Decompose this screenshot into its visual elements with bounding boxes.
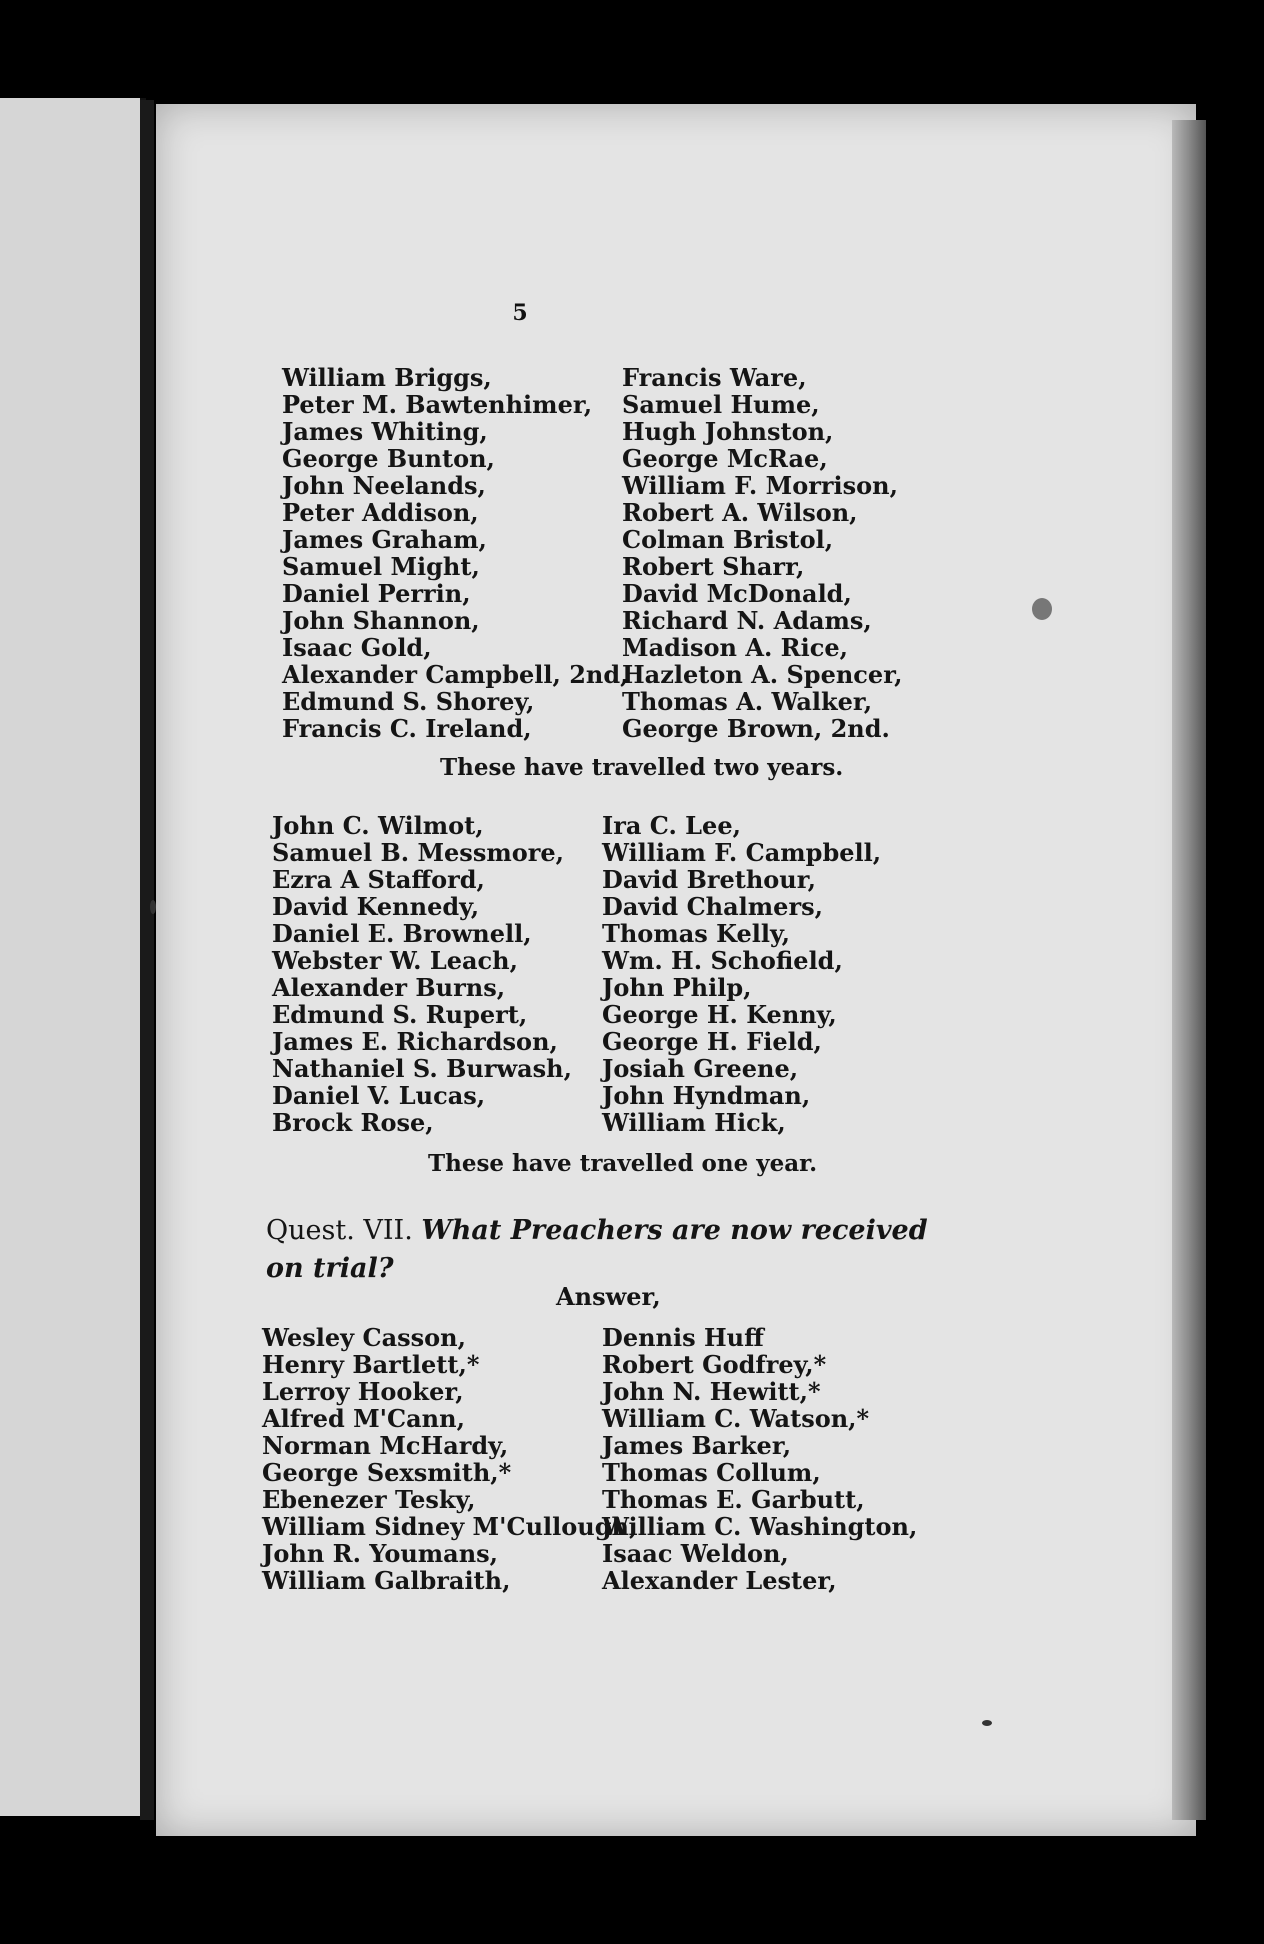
name-entry: Norman McHardy, <box>262 1431 509 1460</box>
name-entry: Dennis Huff <box>602 1323 764 1352</box>
name-entry: Edmund S. Shorey, <box>282 687 535 716</box>
section1-left-column <box>282 364 628 742</box>
name-entry: John Philp, <box>602 973 752 1002</box>
name-entry: David McDonald, <box>622 579 852 608</box>
name-entry: Peter M. Bawtenhimer, <box>282 390 593 419</box>
name-entry: John Shannon, <box>282 606 480 635</box>
name-entry: Isaac Gold, <box>282 633 432 662</box>
name-entry: James E. Richardson, <box>272 1027 558 1056</box>
section1-note: These have travelled two years. <box>440 754 844 781</box>
name-entry: James Graham, <box>282 525 487 554</box>
name-entry: John Neelands, <box>282 471 486 500</box>
name-entry: William F. Morrison, <box>622 471 898 500</box>
section3-right-column <box>602 1324 917 1594</box>
name-entry: Josiah Greene, <box>602 1054 799 1083</box>
name-entry: Thomas E. Garbutt, <box>602 1485 865 1514</box>
name-entry: Webster W. Leach, <box>272 946 518 975</box>
name-entry: George H. Field, <box>602 1027 822 1056</box>
name-entry: Francis C. Ireland, <box>282 714 532 743</box>
name-entry: Colman Bristol, <box>622 525 834 554</box>
section3-left-column <box>262 1324 637 1594</box>
name-entry: Brock Rose, <box>272 1108 434 1137</box>
name-entry: Alexander Lester, <box>602 1566 837 1595</box>
name-entry: Daniel V. Lucas, <box>272 1081 486 1110</box>
name-entry: Ebenezer Tesky, <box>262 1485 476 1514</box>
name-entry: Edmund S. Rupert, <box>272 1000 528 1029</box>
name-entry: James Barker, <box>602 1431 792 1460</box>
name-entry: Alexander Burns, <box>272 973 506 1002</box>
answer-label: Answer, <box>556 1282 661 1311</box>
name-entry: William C. Watson,* <box>602 1404 870 1433</box>
name-entry: Robert Godfrey,* <box>602 1350 827 1379</box>
name-entry: David Kennedy, <box>272 892 480 921</box>
name-entry: Daniel E. Brownell, <box>272 919 532 948</box>
name-entry: George H. Kenny, <box>602 1000 837 1029</box>
name-entry: Madison A. Rice, <box>622 633 848 662</box>
name-entry: Robert Sharr, <box>622 552 805 581</box>
name-entry: John Hyndman, <box>602 1081 811 1110</box>
scan-speck <box>1032 598 1052 620</box>
scan-speck <box>150 900 156 914</box>
name-entry: James Whiting, <box>282 417 488 446</box>
name-entry: George McRae, <box>622 444 828 473</box>
name-entry: Thomas Collum, <box>602 1458 821 1487</box>
name-entry: William Hick, <box>602 1108 786 1137</box>
name-entry: Henry Bartlett,* <box>262 1350 480 1379</box>
section1-right-column <box>622 364 902 742</box>
name-entry: Isaac Weldon, <box>602 1539 789 1568</box>
name-entry: Alexander Campbell, 2nd, <box>282 660 629 689</box>
name-entry: Wm. H. Schofield, <box>602 946 843 975</box>
name-entry: Daniel Perrin, <box>282 579 471 608</box>
name-entry: Samuel B. Messmore, <box>272 838 564 867</box>
name-entry: Thomas A. Walker, <box>622 687 873 716</box>
name-entry: John R. Youmans, <box>262 1539 499 1568</box>
name-entry: David Brethour, <box>602 865 817 894</box>
name-entry: Alfred M'Cann, <box>262 1404 465 1433</box>
section2-left-column <box>272 812 572 1136</box>
name-entry: William F. Campbell, <box>602 838 882 867</box>
name-entry: John C. Wilmot, <box>272 811 484 840</box>
name-entry: William Galbraith, <box>262 1566 511 1595</box>
section2-note: These have travelled one year. <box>428 1150 818 1177</box>
name-entry: John N. Hewitt,* <box>602 1377 821 1406</box>
question-label: Quest. VII. <box>266 1215 413 1246</box>
name-entry: Nathaniel S. Burwash, <box>272 1054 572 1083</box>
name-entry: Francis Ware, <box>622 363 807 392</box>
name-entry: William Briggs, <box>282 363 492 392</box>
name-entry: Thomas Kelly, <box>602 919 790 948</box>
section2-right-column <box>602 812 881 1136</box>
name-entry: Ezra A Stafford, <box>272 865 485 894</box>
name-entry: Samuel Might, <box>282 552 480 581</box>
name-entry: William C. Washington, <box>602 1512 918 1541</box>
question-text: What Preachers are now received on trial? <box>266 1215 928 1284</box>
scan-speck <box>982 1720 992 1726</box>
name-entry: David Chalmers, <box>602 892 823 921</box>
page-number: 5 <box>512 300 528 326</box>
name-entry: Richard N. Adams, <box>622 606 872 635</box>
name-entry: William Sidney M'Cullough, <box>262 1512 638 1541</box>
name-entry: Peter Addison, <box>282 498 479 527</box>
name-entry: Hugh Johnston, <box>622 417 834 446</box>
page-edge-shadow <box>1172 120 1206 1820</box>
name-entry: Samuel Hume, <box>622 390 820 419</box>
name-entry: Ira C. Lee, <box>602 811 741 840</box>
name-entry: Robert A. Wilson, <box>622 498 858 527</box>
name-entry: George Brown, 2nd. <box>622 714 890 743</box>
facing-page-edge <box>0 98 146 1816</box>
name-entry: Wesley Casson, <box>262 1323 466 1352</box>
name-entry: Lerroy Hooker, <box>262 1377 464 1406</box>
book-gutter <box>140 100 154 1820</box>
question-block <box>266 1212 966 1288</box>
name-entry: Hazleton A. Spencer, <box>622 660 903 689</box>
name-entry: George Bunton, <box>282 444 495 473</box>
name-entry: George Sexsmith,* <box>262 1458 512 1487</box>
